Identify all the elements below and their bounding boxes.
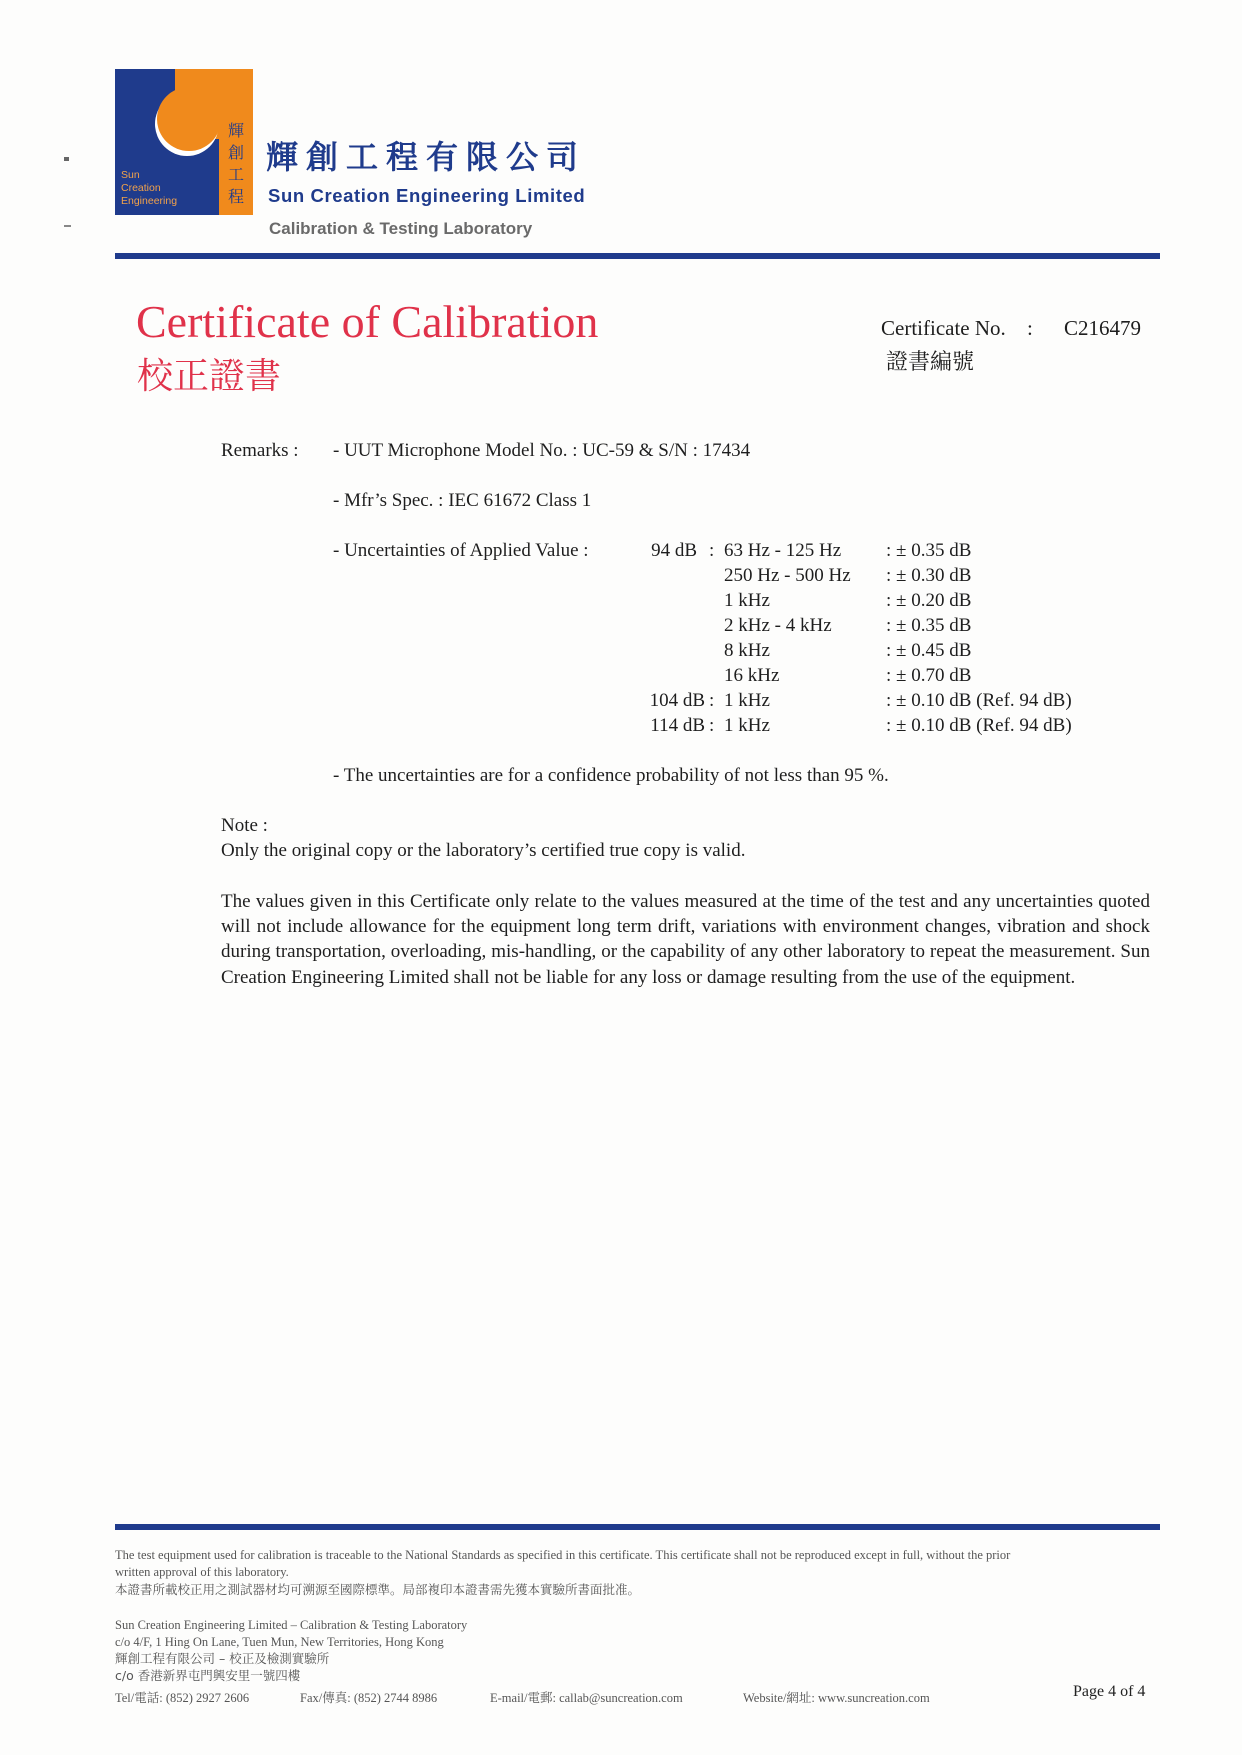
certificate-no-label: Certificate No. <box>881 316 1006 340</box>
remarks-label: Remarks : <box>221 440 299 461</box>
logo-text-en: Engineering <box>121 195 178 207</box>
uncertainty-freq: 1 kHz <box>724 715 770 736</box>
uncertainty-sep: : <box>709 540 715 561</box>
note-text: Only the original copy or the laboratory’s certified true copy is valid. <box>221 840 746 861</box>
footer-traceability: written approval of this laboratory. <box>115 1565 289 1579</box>
certificate-no: C216479 <box>1064 316 1142 340</box>
certificate-no-label-zh: 證書編號 <box>886 350 975 375</box>
margin-mark <box>64 225 71 227</box>
lab-name: Calibration & Testing Laboratory <box>269 219 533 238</box>
uncertainty-level: 114 dB <box>650 715 705 736</box>
footer-address-zh: c/o 香港新界屯門興安里一號四樓 <box>115 1668 301 1683</box>
remark-uncertainty-label: - Uncertainties of Applied Value : <box>333 540 589 561</box>
certificate-title-zh: 校正證書 <box>137 356 282 397</box>
logo-text-zh: 工 <box>227 165 244 184</box>
uncertainty-freq: 1 kHz <box>724 590 770 611</box>
remark-spec: - Mfr’s Spec. : IEC 61672 Class 1 <box>333 490 592 511</box>
company-name-en: Sun Creation Engineering Limited <box>268 185 586 206</box>
uncertainty-level: 104 dB <box>649 690 705 711</box>
uncertainty-value: : ± 0.70 dB <box>886 665 972 686</box>
logo-sun-icon <box>157 87 221 151</box>
uncertainty-level: 94 dB <box>651 540 697 561</box>
uncertainty-value: : ± 0.35 dB <box>886 615 972 636</box>
footer-email: E-mail/電郵: callab@suncreation.com <box>490 1691 683 1705</box>
footer-rule <box>115 1524 1160 1530</box>
footer-fax: Fax/傳真: (852) 2744 8986 <box>300 1691 438 1705</box>
note-label: Note : <box>221 815 268 836</box>
disclaimer-paragraph: The values given in this Certificate only relate to the values measured at the time of the test and any uncertainties quoted will not include allowance for the equipment long term drift, variations with environment changes, vibration and shock during transportation, overloading, mis-handling, or the capability of any other laboratory to repeat the measurement. Sun Creation Engineering Limited shall not be liable for any loss or damage resulting from the use of the equipment. <box>221 891 1150 988</box>
logo-text-zh: 創 <box>227 143 244 162</box>
uncertainty-value: : ± 0.20 dB <box>886 590 972 611</box>
logo-text-zh: 程 <box>227 187 244 206</box>
uncertainty-freq: 8 kHz <box>724 640 770 661</box>
uncertainty-value: : ± 0.10 dB (Ref. 94 dB) <box>886 690 1072 711</box>
remark-confidence: - The uncertainties are for a confidence probability of not less than 95 %. <box>333 765 889 786</box>
footer-address-zh: 輝創工程有限公司 – 校正及檢測實驗所 <box>115 1651 330 1666</box>
company-logo <box>115 69 253 215</box>
uncertainty-sep: : <box>709 715 715 736</box>
uncertainty-freq: 1 kHz <box>724 690 770 711</box>
logo-text-en: Creation <box>121 182 161 194</box>
header-rule <box>115 253 1160 259</box>
logo-text-en: Sun <box>121 169 140 181</box>
uncertainty-value: : ± 0.30 dB <box>886 565 972 586</box>
uncertainty-value: : ± 0.45 dB <box>886 640 972 661</box>
margin-mark <box>64 157 69 161</box>
uncertainty-freq: 63 Hz - 125 Hz <box>724 540 842 561</box>
footer-address: c/o 4/F, 1 Hing On Lane, Tuen Mun, New Territories, Hong Kong <box>115 1635 444 1649</box>
footer-tel: Tel/電話: (852) 2927 2606 <box>115 1691 250 1705</box>
uncertainty-freq: 2 kHz - 4 kHz <box>724 615 832 636</box>
footer-address: Sun Creation Engineering Limited – Calibration & Testing Laboratory <box>115 1618 468 1632</box>
certificate-no-colon: : <box>1027 316 1033 340</box>
uncertainty-value: : ± 0.10 dB (Ref. 94 dB) <box>886 715 1072 736</box>
certificate-title: Certificate of Calibration <box>136 296 599 347</box>
footer-traceability: The test equipment used for calibration is traceable to the National Standards as specified in this certificate. This certificate shall not be reproduced except in full, without the prior <box>115 1548 1011 1562</box>
footer-traceability-zh: 本證書所載校正用之測試器材均可溯源至國際標準。局部複印本證書需先獲本實驗所書面批准。 <box>115 1582 641 1597</box>
uncertainty-value: : ± 0.35 dB <box>886 540 972 561</box>
logo-text-zh: 輝 <box>227 121 244 140</box>
uncertainty-freq: 16 kHz <box>724 665 780 686</box>
uncertainty-freq: 250 Hz - 500 Hz <box>724 565 851 586</box>
page-number: Page 4 of 4 <box>1073 1683 1146 1700</box>
company-name-zh: 輝創工程有限公司 <box>266 138 587 176</box>
footer-website: Website/網址: www.suncreation.com <box>743 1691 930 1705</box>
uncertainty-sep: : <box>709 690 715 711</box>
remark-uut: - UUT Microphone Model No. : UC-59 & S/N : 17434 <box>333 440 751 461</box>
